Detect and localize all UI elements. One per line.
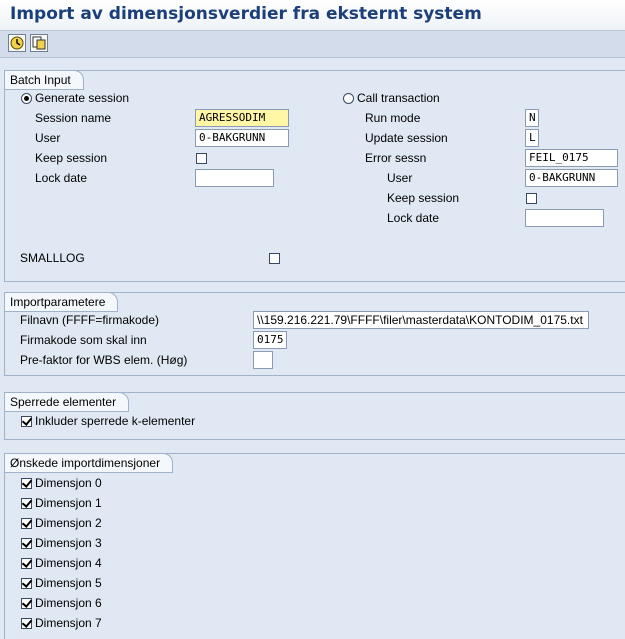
execute-button[interactable]: [8, 34, 26, 52]
error-sessn-label: Error sessn: [365, 151, 427, 165]
error-sessn-input[interactable]: FEIL_0175: [525, 149, 618, 167]
dimensjon-3-label: Dimensjon 3: [35, 536, 102, 550]
ct-keep-session-checkbox[interactable]: [526, 193, 537, 204]
prefaktor-input[interactable]: [253, 351, 273, 369]
ct-keep-session-label: Keep session: [387, 191, 460, 205]
page-title: Import av dimensjonsverdier fra eksternt system: [10, 4, 482, 24]
batch-input-title: Batch Input: [4, 70, 84, 90]
inkluder-sperrede-checkbox[interactable]: [21, 416, 32, 427]
filnavn-input[interactable]: \\159.216.221.79\FFFF\filer\masterdata\KONTODIM_0175.txt: [253, 311, 589, 329]
call-transaction-label: Call transaction: [357, 91, 440, 105]
import-params-group: [4, 292, 625, 376]
dimensjon-1-label: Dimensjon 1: [35, 496, 102, 510]
get-variant-button[interactable]: [30, 34, 48, 52]
keep-session-checkbox[interactable]: [196, 153, 207, 164]
lock-date-label: Lock date: [35, 171, 88, 185]
dimensjon-2-label: Dimensjon 2: [35, 516, 102, 530]
update-session-input[interactable]: L: [525, 129, 539, 147]
ct-user-input[interactable]: 0-BAKGRUNN: [525, 169, 618, 187]
user-input[interactable]: 0-BAKGRUNN: [195, 129, 289, 147]
ct-lock-date-input[interactable]: [525, 209, 604, 227]
filnavn-label: Filnavn (FFFF=firmakode): [20, 313, 160, 327]
call-transaction-radio[interactable]: [343, 93, 354, 104]
title-bar: [0, 0, 625, 31]
dimensjon-7-checkbox[interactable]: [21, 618, 32, 629]
keep-session-label: Keep session: [35, 151, 108, 165]
run-mode-input[interactable]: N: [525, 109, 539, 127]
prefaktor-label: Pre-faktor for WBS elem. (Høg): [20, 353, 188, 367]
dimensjon-6-checkbox[interactable]: [21, 598, 32, 609]
generate-session-radio[interactable]: [21, 93, 32, 104]
batch-input-group: [4, 70, 625, 282]
get-variant-icon: [31, 35, 47, 51]
dimensjoner-group: [4, 453, 625, 639]
execute-icon: [9, 35, 25, 51]
update-session-label: Update session: [365, 131, 448, 145]
dimensjon-2-checkbox[interactable]: [21, 518, 32, 529]
inkluder-sperrede-label: Inkluder sperrede k-elementer: [35, 414, 196, 428]
dimensjon-3-checkbox[interactable]: [21, 538, 32, 549]
application-toolbar: [0, 31, 625, 58]
smalllog-label: SMALLLOG: [20, 251, 85, 265]
dimensjon-0-checkbox[interactable]: [21, 478, 32, 489]
dimensjon-4-label: Dimensjon 4: [35, 556, 102, 570]
ct-user-label: User: [387, 171, 413, 185]
session-name-input[interactable]: AGRESSODIM: [195, 109, 289, 127]
dimensjoner-title: Ønskede importdimensjoner: [4, 453, 173, 473]
dimensjon-6-label: Dimensjon 6: [35, 596, 102, 610]
ct-lock-date-label: Lock date: [387, 211, 440, 225]
user-label: User: [35, 131, 61, 145]
lock-date-input[interactable]: [195, 169, 274, 187]
dimensjon-0-label: Dimensjon 0: [35, 476, 102, 490]
firmakode-input[interactable]: 0175: [253, 331, 287, 349]
generate-session-label: Generate session: [35, 91, 130, 105]
dimensjon-5-label: Dimensjon 5: [35, 576, 102, 590]
sperrede-title: Sperrede elementer: [4, 392, 129, 412]
session-name-label: Session name: [35, 111, 112, 125]
dimensjon-1-checkbox[interactable]: [21, 498, 32, 509]
dimensjon-7-label: Dimensjon 7: [35, 616, 102, 630]
import-params-title: Importparametere: [4, 292, 118, 312]
smalllog-checkbox[interactable]: [269, 253, 280, 264]
firmakode-label: Firmakode som skal inn: [20, 333, 147, 347]
dimensjon-5-checkbox[interactable]: [21, 578, 32, 589]
run-mode-label: Run mode: [365, 111, 421, 125]
dimensjon-4-checkbox[interactable]: [21, 558, 32, 569]
sperrede-group: [4, 392, 625, 440]
